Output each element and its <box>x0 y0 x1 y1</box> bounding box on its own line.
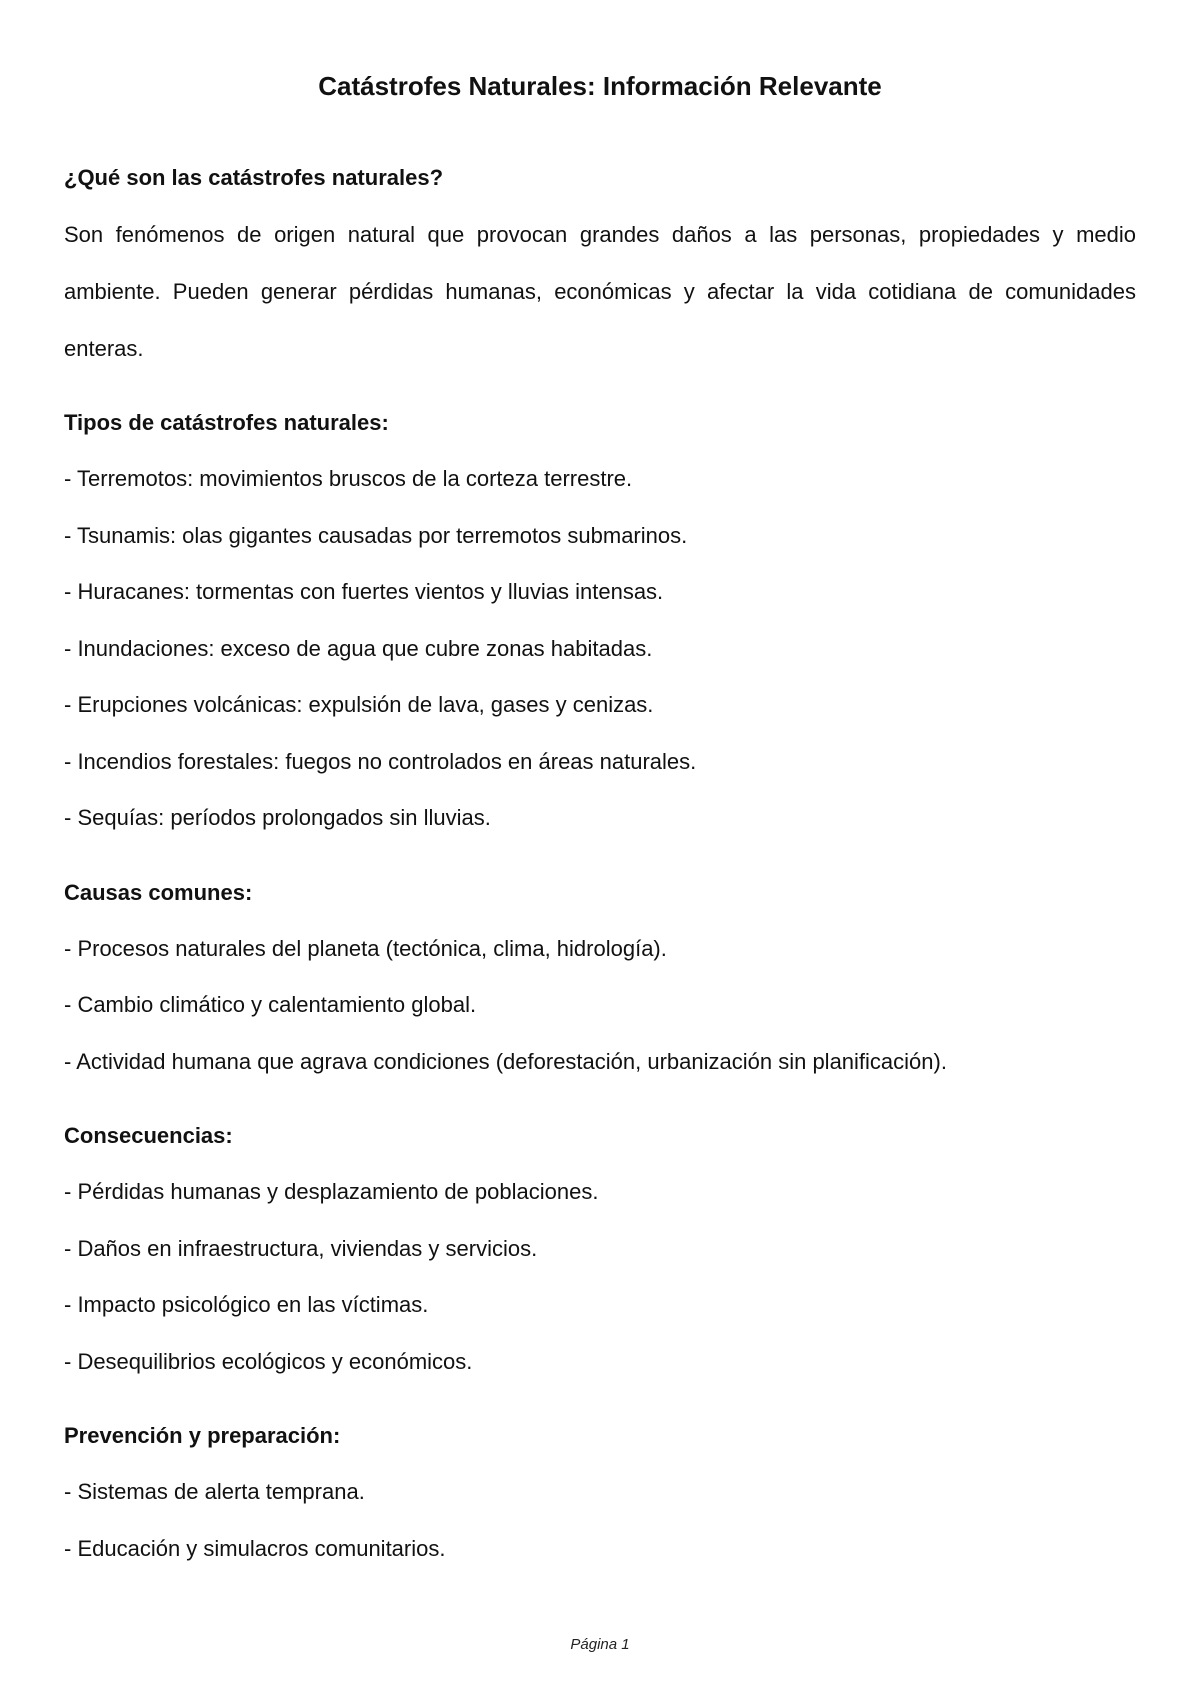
list-item: - Incendios forestales: fuegos no controlados en áreas naturales. <box>64 748 697 774</box>
spacer <box>64 847 1136 865</box>
page-number: Página 1 <box>570 1636 630 1653</box>
list-item: - Educación y simulacros comunitarios. <box>64 1535 446 1561</box>
list-item: - Huracanes: tormentas con fuertes vientos y lluvias intensas. <box>64 579 664 604</box>
spacer <box>64 1390 1136 1408</box>
section-paragraph: Son fenómenos de origen natural que provocan grandes daños a las personas, propiedades y medio ambiente. Pueden generar pérdidas humanas, económicas y afectar la vida cotidiana de comunidades enteras. <box>64 222 1136 361</box>
prevention-list <box>64 1464 1136 1577</box>
document-body <box>64 150 1136 1577</box>
consequences-list <box>64 1164 1136 1390</box>
list-item: - Inundaciones: exceso de agua que cubre zonas habitadas. <box>64 635 653 661</box>
section-causes <box>64 865 1136 1091</box>
section-consequences <box>64 1108 1136 1390</box>
list-item: - Impacto psicológico en las víctimas. <box>64 1292 429 1317</box>
list-item: - Sistemas de alerta temprana. <box>64 1479 365 1504</box>
list-item: - Erupciones volcánicas: expulsión de lava, gases y cenizas. <box>64 692 654 717</box>
list-item: - Procesos naturales del planeta (tectónica, clima, hidrología). <box>64 935 667 961</box>
section-heading: Consecuencias: <box>64 1123 233 1148</box>
types-list <box>64 451 1136 847</box>
list-item: - Tsunamis: olas gigantes causadas por terremotos submarinos. <box>64 522 688 548</box>
list-item: - Sequías: períodos prolongados sin lluvias. <box>64 805 491 830</box>
section-heading: Prevención y preparación: <box>64 1423 341 1448</box>
list-item: - Actividad humana que agrava condiciones (deforestación, urbanización sin planificación). <box>64 1048 947 1074</box>
list-item: - Terremotos: movimientos bruscos de la corteza terrestre. <box>64 466 633 491</box>
causes-list <box>64 921 1136 1091</box>
list-item: - Cambio climático y calentamiento global. <box>64 992 477 1017</box>
section-types <box>64 395 1136 847</box>
section-prevention <box>64 1408 1136 1577</box>
spacer <box>64 1090 1136 1108</box>
section-definition <box>64 150 1136 377</box>
list-item: - Daños en infraestructura, viviendas y servicios. <box>64 1235 538 1261</box>
spacer <box>64 377 1136 395</box>
section-heading: Causas comunes: <box>64 879 253 905</box>
list-item: - Pérdidas humanas y desplazamiento de poblaciones. <box>64 1179 599 1204</box>
section-heading: ¿Qué son las catástrofes naturales? <box>64 165 444 190</box>
document-title: Catástrofes Naturales: Información Relevante <box>318 71 882 101</box>
list-item: - Desequilibrios ecológicos y económicos. <box>64 1348 473 1374</box>
section-heading: Tipos de catástrofes naturales: <box>64 410 389 435</box>
